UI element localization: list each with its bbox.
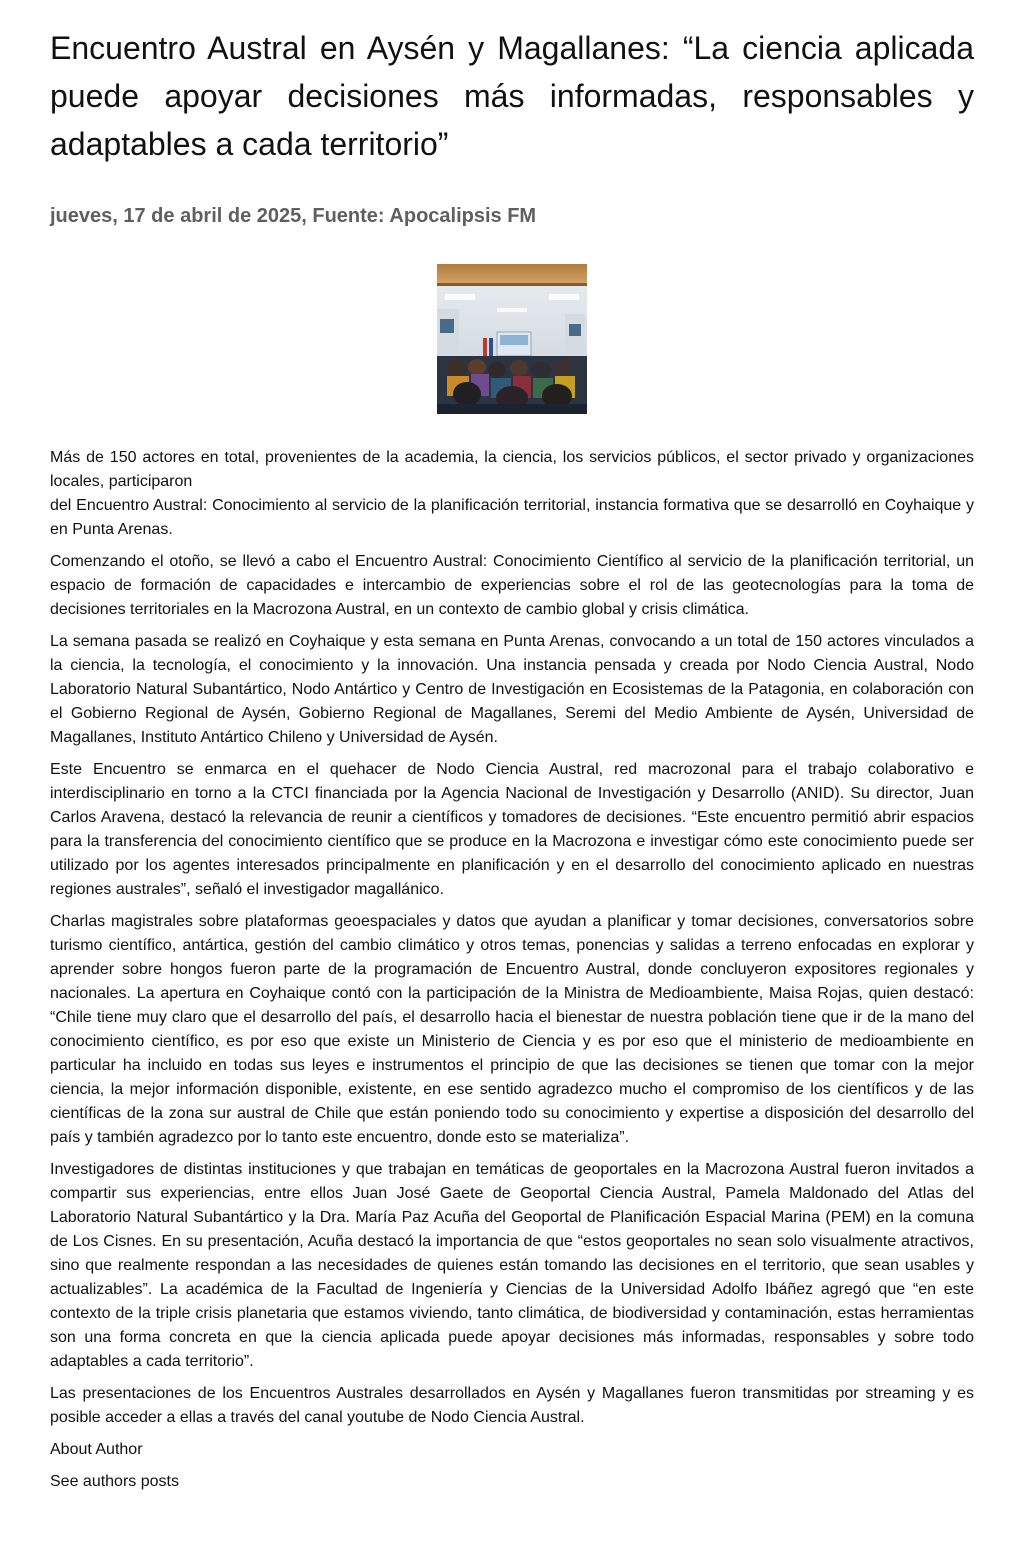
paragraph-6: Investigadores de distintas instituciones y que trabajan en temáticas de geoportales en la Macrozona Austral fueron invitados a compartir sus experiencias, entre ellos Juan José Gaete de Geoportal Ciencia Austral, Pamela Maldonado del Atlas del Laboratorio Natural Subantártico y la Dra. María Paz Acuña del Geoportal de Planificación Espacial Marina (PEM) en la comuna de Los Cisnes. En su presentación, Acuña destacó la importancia de que “estos geoportales no sean solo visualmente atractivos, sino que realmente respondan a las necesidades de quienes están tomando las decisiones en el territorio, que sean usables y actualizables”. La académica de la Facultad de Ingeniería y Ciencias de la Universidad Adolfo Ibáñez agregó que “en este contexto de la triple crisis planetaria que estamos viviendo, tanto climática, de biodiversidad y contaminación, estas herramientas son una forma concreta en que la ciencia aplicada puede apoyar decisiones más informadas, responsables y sobre todo adaptables a cada territorio”. <box>50 1161 974 1370</box>
article <box>50 0 974 1502</box>
paragraph-7: Las presentaciones de los Encuentros Australes desarrollados en Aysén y Magallanes fueron transmitidas por streaming y es posible acceder a ellas a través del canal youtube de Nodo Ciencia Austral. <box>50 1385 974 1426</box>
paragraph-5: Charlas magistrales sobre plataformas geoespaciales y datos que ayudan a planificar y tomar decisiones, conversatorios sobre turismo científico, antártica, gestión del cambio climático y otros temas, ponencias y salidas a terreno enfocadas en explorar y aprender sobre hongos fueron parte de la programación de Encuentro Austral, donde concluyeron expositores regionales y nacionales. La apertura en Coyhaique contó con la participación de la Ministra de Medioambiente, Maisa Rojas, quien destacó: “Chile tiene muy claro que el desarrollo del país, el desarrollo hacia el bienestar de nuestra población tiene que ir de la mano del conocimiento científico, es por eso que existe un Ministerio de Ciencia y es por eso que el ministerio de medioambiente en particular ha incluido en todas sus leyes e instrumentos el principio de que las decisiones se tienen que tomar con la mejor ciencia, la mejor información disponible, existente, en ese sentido agradezco mucho el compromiso de los científicos y de las científicas de la zona sur austral de Chile que están poniendo todo su conocimiento y expertise a disposición del desarrollo del país y también agradezco por lo tanto este encuentro, donde esto se materializa”. <box>50 913 974 1146</box>
paragraph-1-line-b: del Encuentro Austral: Conocimiento al servicio de la planificación territorial, instancia formativa que se desarrolló en Coyhaique y en Punta Arenas. <box>50 497 974 538</box>
paragraph-2: Comenzando el otoño, se llevó a cabo el Encuentro Austral: Conocimiento Científico al servicio de la planificación territorial, un espacio de formación de capacidades e intercambio de experiencias sobre el rol de las geotecnologías para la toma de decisiones territoriales en la Macrozona Austral, en un contexto de cambio global y crisis climática. <box>50 553 974 618</box>
about-author-label: About Author <box>50 1441 143 1458</box>
article-date-source: jueves, 17 de abril de 2025, Fuente: Apocalipsis FM <box>50 205 537 227</box>
article-title: Encuentro Austral en Aysén y Magallanes: “La ciencia aplicada puede apoyar decisiones más informadas, responsables y adaptables a cada territorio” <box>50 30 974 162</box>
article-body <box>50 446 974 1494</box>
paragraph-4: Este Encuentro se enmarca en el quehacer de Nodo Ciencia Austral, red macrozonal para el trabajo colaborativo e interdisciplinario en torno a la CTCI financiada por la Agencia Nacional de Investigación y Desarrollo (ANID). Su director, Juan Carlos Aravena, destacó la relevancia de reunir a científicos y tomadores de decisiones. “Este encuentro permitió abrir espacios para la transferencia del conocimiento científico que se produce en la Macrozona e investigar cómo este conocimiento puede ser utilizado por los agentes interesados principalmente en planificación y en el desarrollo del conocimiento aplicado en nuestras regiones australes”, señaló el investigador magallánico. <box>50 761 974 898</box>
paragraph-1-line-a: Más de 150 actores en total, provenientes de la academia, la ciencia, los servicios públicos, el sector privado y organizaciones locales, participaron <box>50 449 974 490</box>
event-photo <box>437 264 587 414</box>
see-authors-posts-link[interactable]: See authors posts <box>50 1473 179 1490</box>
paragraph-3: La semana pasada se realizó en Coyhaique y esta semana en Punta Arenas, convocando a un total de 150 actores vinculados a la ciencia, la tecnología, el conocimiento y la innovación. Una instancia pensada y creada por Nodo Ciencia Austral, Nodo Laboratorio Natural Subantártico, Nodo Antártico y Centro de Investigación en Ecosistemas de la Patagonia, en colaboración con el Gobierno Regional de Aysén, Gobierno Regional de Magallanes, Seremi del Medio Ambiente de Aysén, Universidad de Magallanes, Instituto Antártico Chileno y Universidad de Aysén. <box>50 633 974 746</box>
paragraph-1 <box>50 446 974 542</box>
